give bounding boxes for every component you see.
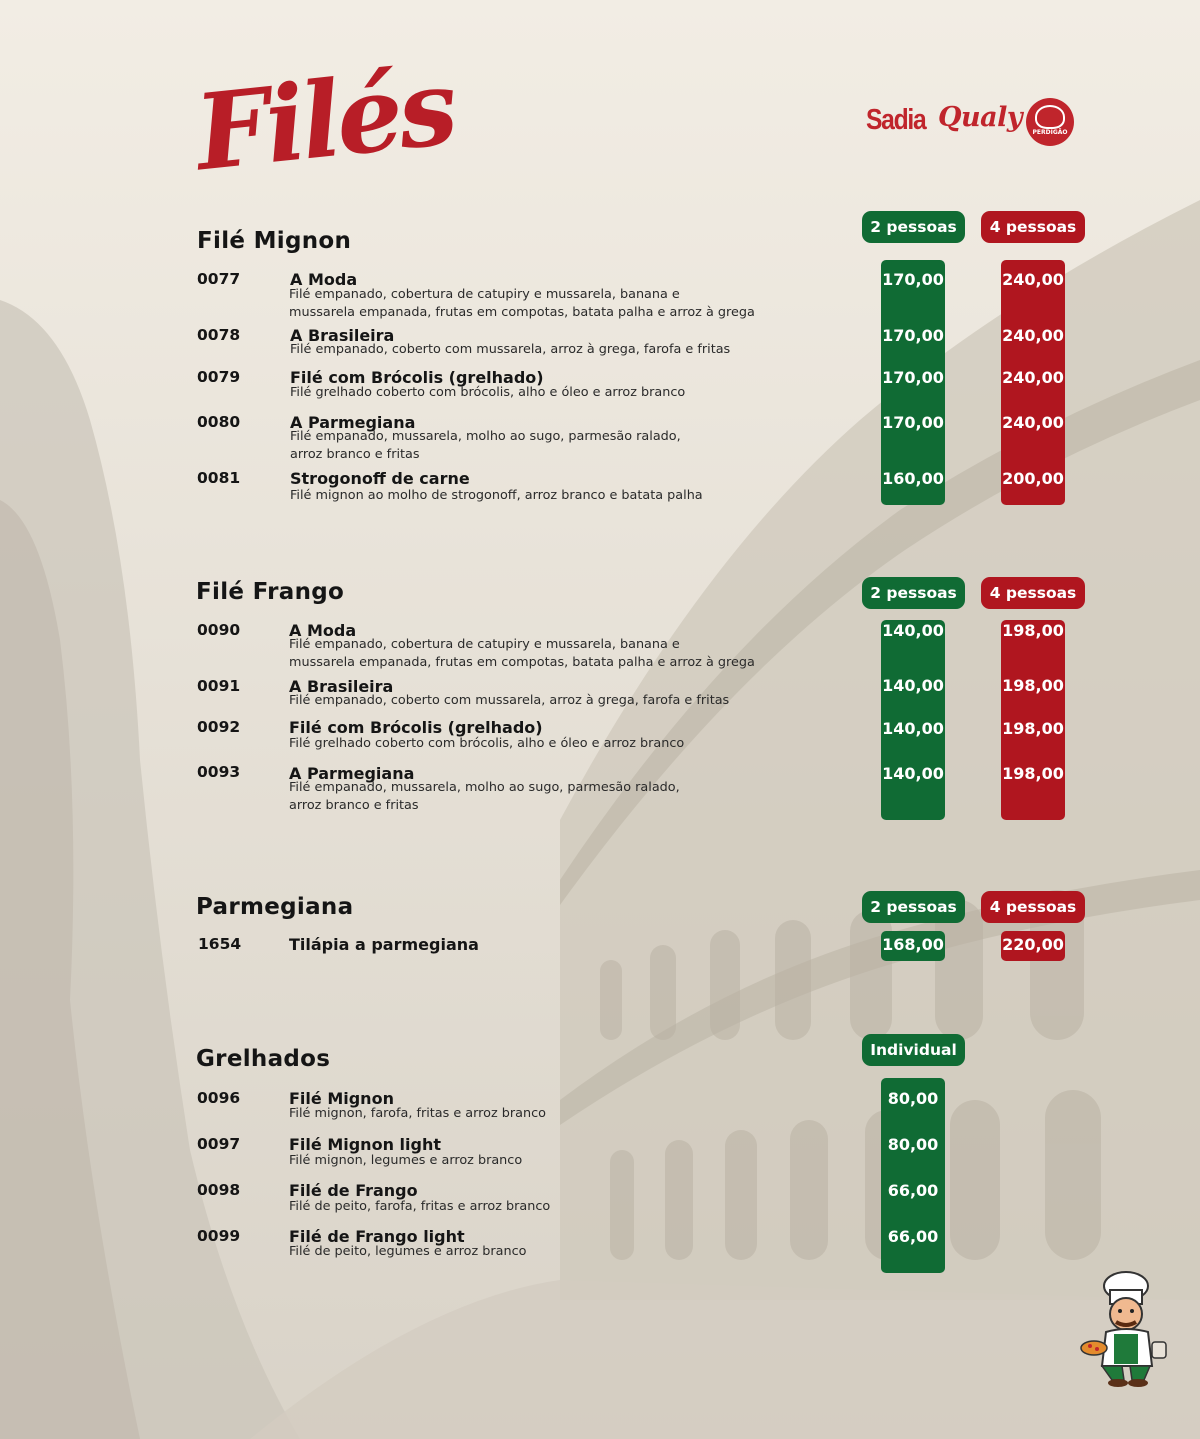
price-2-pessoas: 140,00	[882, 719, 944, 738]
item-name: Tilápia a parmegiana	[289, 935, 479, 954]
price-2-pessoas: 170,00	[882, 413, 944, 432]
item-description: Filé empanado, cobertura de catupiry e mussarela, banana e mussarela empanada, frutas em compotas, batata palha e arroz à grega	[289, 287, 755, 320]
section-title-grelhados: Grelhados	[196, 1046, 331, 1072]
price-2-pessoas: 170,00	[882, 368, 944, 387]
item-code: 0098	[197, 1181, 241, 1199]
item-name: Filé com Brócolis (grelhado)	[290, 368, 544, 387]
page-title: Filés	[190, 45, 460, 195]
item-description: Filé grelhado coberto com brócolis, alho e óleo e arroz branco	[289, 736, 685, 751]
price-4-pessoas: 198,00	[1002, 621, 1064, 640]
qualy-logo: Qualy	[938, 102, 1023, 133]
column-header-2-pessoas: 2 pessoas	[862, 211, 965, 243]
item-code: 0090	[197, 621, 241, 639]
section-title-file-frango: Filé Frango	[196, 579, 345, 605]
item-name: Filé Mignon	[289, 1089, 394, 1108]
price-4-pessoas: 240,00	[1002, 326, 1064, 345]
price-4-pessoas: 198,00	[1002, 719, 1064, 738]
item-description: Filé de peito, farofa, fritas e arroz branco	[289, 1199, 551, 1214]
column-header-4-pessoas: 4 pessoas	[981, 891, 1085, 923]
perdigao-logo: PERDIGÃO	[1026, 98, 1074, 146]
sadia-logo: Sadia	[866, 104, 926, 136]
price-4-pessoas: 240,00	[1002, 413, 1064, 432]
price-4-pessoas: 198,00	[1002, 676, 1064, 695]
brand-logos	[866, 98, 1078, 148]
item-code: 0099	[197, 1227, 241, 1245]
column-header-individual: Individual	[862, 1034, 965, 1066]
price-4-pessoas: 220,00	[1002, 935, 1064, 954]
item-description: Filé empanado, mussarela, molho ao sugo, parmesão ralado, arroz branco e fritas	[290, 429, 681, 462]
section-title-parmegiana: Parmegiana	[196, 894, 354, 920]
item-description: Filé empanado, coberto com mussarela, arroz à grega, farofa e fritas	[290, 342, 731, 357]
item-code: 0093	[197, 763, 241, 781]
price-4-pessoas: 198,00	[1002, 764, 1064, 783]
item-code: 0092	[197, 718, 241, 736]
price-4-pessoas: 240,00	[1002, 368, 1064, 387]
item-name: Filé com Brócolis (grelhado)	[289, 718, 543, 737]
chef-mascot-icon	[1078, 1268, 1178, 1388]
price-2-pessoas: 168,00	[882, 935, 944, 954]
item-name: Filé de Frango	[289, 1181, 418, 1200]
item-description: Filé mignon, farofa, fritas e arroz branco	[289, 1106, 546, 1121]
price-2-pessoas: 170,00	[882, 270, 944, 289]
item-code: 0091	[197, 677, 241, 695]
price-2-pessoas: 140,00	[882, 676, 944, 695]
item-description: Filé de peito, legumes e arroz branco	[289, 1244, 527, 1259]
item-description: Filé mignon, legumes e arroz branco	[289, 1153, 523, 1168]
price-4-pessoas: 240,00	[1002, 270, 1064, 289]
price-2-pessoas: 160,00	[882, 469, 944, 488]
item-name: Strogonoff de carne	[290, 469, 470, 488]
item-description: Filé grelhado coberto com brócolis, alho e óleo e arroz branco	[290, 385, 686, 400]
price-individual: 80,00	[887, 1089, 939, 1108]
item-code: 0097	[197, 1135, 241, 1153]
item-name: Filé de Frango light	[289, 1227, 465, 1246]
item-name: A Parmegiana	[289, 764, 415, 783]
price-2-pessoas: 140,00	[882, 764, 944, 783]
item-name: Filé Mignon light	[289, 1135, 441, 1154]
item-code: 0079	[197, 368, 241, 386]
section-title-file-mignon: Filé Mignon	[197, 228, 352, 254]
price-2-pessoas: 170,00	[882, 326, 944, 345]
price-individual: 66,00	[887, 1227, 939, 1246]
item-name: A Moda	[290, 270, 358, 289]
column-header-2-pessoas: 2 pessoas	[862, 577, 965, 609]
price-2-pessoas: 140,00	[882, 621, 944, 640]
price-individual: 66,00	[887, 1181, 939, 1200]
item-description: Filé empanado, mussarela, molho ao sugo, parmesão ralado, arroz branco e fritas	[289, 780, 680, 813]
item-name: A Brasileira	[289, 677, 394, 696]
item-code: 0080	[197, 413, 241, 431]
price-4-pessoas: 200,00	[1002, 469, 1064, 488]
item-description: Filé empanado, cobertura de catupiry e mussarela, banana e mussarela empanada, frutas em compotas, batata palha e arroz à grega	[289, 637, 755, 670]
column-header-2-pessoas: 2 pessoas	[862, 891, 965, 923]
item-code: 0096	[197, 1089, 241, 1107]
column-header-4-pessoas: 4 pessoas	[981, 577, 1085, 609]
item-description: Filé empanado, coberto com mussarela, arroz à grega, farofa e fritas	[289, 693, 730, 708]
item-code: 1654	[198, 935, 242, 953]
item-code: 0081	[197, 469, 241, 487]
item-name: A Parmegiana	[290, 413, 416, 432]
item-code: 0078	[197, 326, 241, 344]
column-header-4-pessoas: 4 pessoas	[981, 211, 1085, 243]
item-name: A Brasileira	[290, 326, 395, 345]
item-name: A Moda	[289, 621, 357, 640]
item-description: Filé mignon ao molho de strogonoff, arroz branco e batata palha	[290, 488, 703, 503]
item-code: 0077	[197, 270, 241, 288]
price-individual: 80,00	[887, 1135, 939, 1154]
